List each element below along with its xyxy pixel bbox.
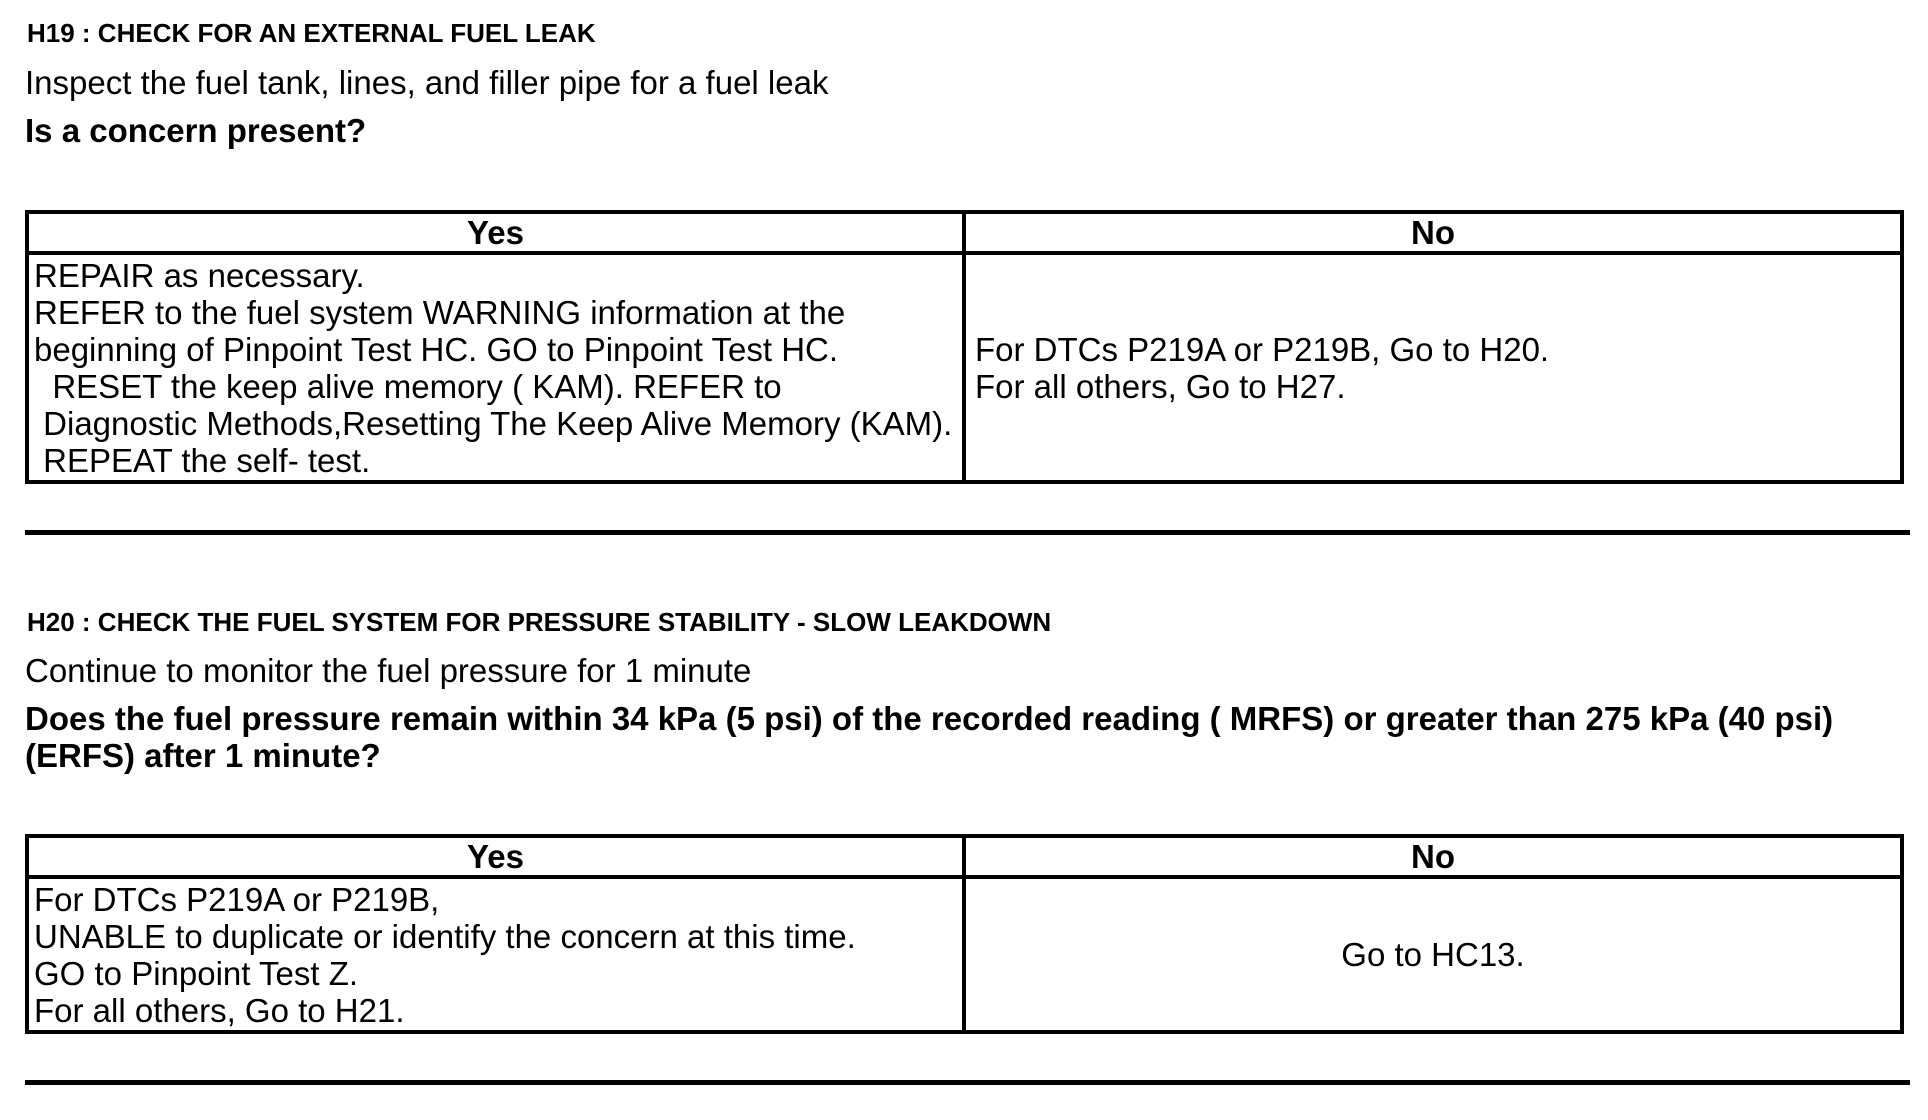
yes-line: REFER to the fuel system WARNING information at the xyxy=(34,293,846,331)
yes-line: REPAIR as necessary. xyxy=(34,256,365,294)
yes-header: Yes xyxy=(27,836,964,877)
decision-table-h20 xyxy=(25,834,1904,1034)
yes-line: Diagnostic Methods,Resetting The Keep Alive Memory (KAM). xyxy=(34,404,953,442)
yes-line: REPEAT the self- test. xyxy=(34,441,371,479)
instruction-h19: Inspect the fuel tank, lines, and filler pipe for a fuel leak xyxy=(25,64,829,101)
no-line: For DTCs P219A or P219B, Go to H20. xyxy=(975,330,1550,368)
table-header-row xyxy=(27,212,1902,253)
yes-line: beginning of Pinpoint Test HC. GO to Pinpoint Test HC. xyxy=(34,330,839,368)
question-h20: Does the fuel pressure remain within 34 kPa (5 psi) of the recorded reading ( MRFS) or greater than 275 kPa (40 psi) (ERFS) after 1 minute? xyxy=(25,700,1834,774)
section-divider xyxy=(25,530,1910,535)
instruction-h20: Continue to monitor the fuel pressure for 1 minute xyxy=(25,652,752,689)
table-row xyxy=(27,253,1902,482)
table-header-row xyxy=(27,836,1902,877)
yes-line: For DTCs P219A or P219B, xyxy=(34,880,440,918)
no-cell xyxy=(964,253,1902,482)
step-title-h19: H19 : CHECK FOR AN EXTERNAL FUEL LEAK xyxy=(27,18,596,48)
no-line: For all others, Go to H27. xyxy=(975,367,1346,405)
yes-line: For all others, Go to H21. xyxy=(34,991,405,1029)
decision-table-h19 xyxy=(25,210,1904,484)
yes-header: Yes xyxy=(27,212,964,253)
no-cell xyxy=(964,877,1902,1032)
yes-line: UNABLE to duplicate or identify the concern at this time. xyxy=(34,917,856,955)
no-header: No xyxy=(964,212,1902,253)
no-line: Go to HC13. xyxy=(1341,936,1525,973)
table-row xyxy=(27,877,1902,1032)
no-header: No xyxy=(964,836,1902,877)
yes-line: RESET the keep alive memory ( KAM). REFER to xyxy=(34,367,782,405)
step-title-h20: H20 : CHECK THE FUEL SYSTEM FOR PRESSURE STABILITY - SLOW LEAKDOWN xyxy=(27,607,1052,637)
section-divider xyxy=(25,1080,1910,1085)
yes-cell xyxy=(27,253,964,482)
yes-line: GO to Pinpoint Test Z. xyxy=(34,954,359,992)
question-h19: Is a concern present? xyxy=(25,112,367,149)
yes-cell xyxy=(27,877,964,1032)
